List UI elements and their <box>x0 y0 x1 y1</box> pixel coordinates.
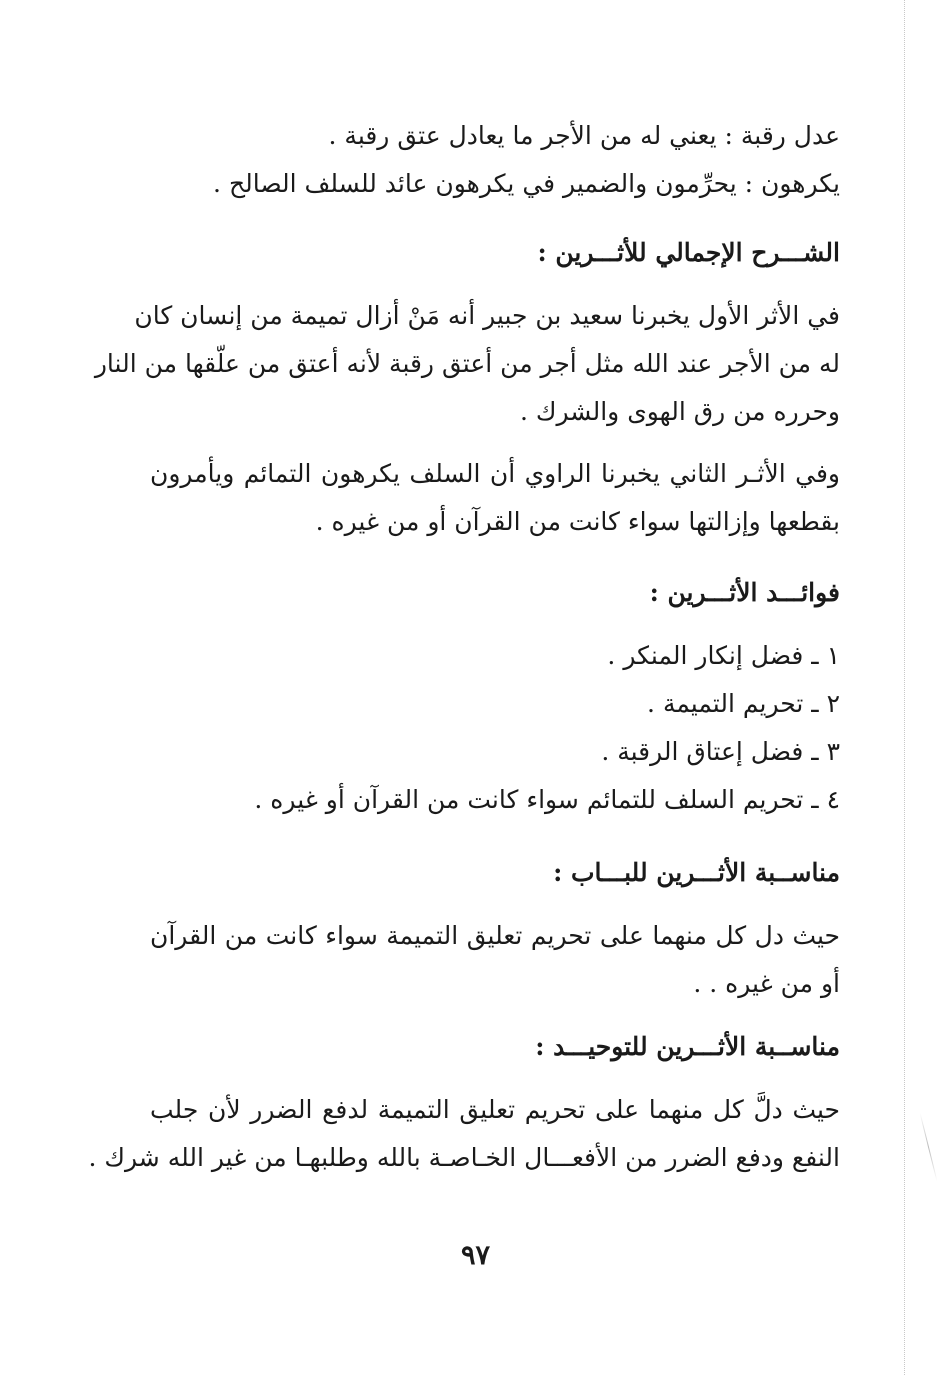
list-item: ٢ ـ تحريم التميمة . <box>647 689 840 718</box>
paragraph-line: وحرره من رق الهوى والشرك . <box>520 397 840 426</box>
paragraph-line: حيث دل كل منهما على تحريم تعليق التميمة سواء كانت من القرآن <box>150 921 840 950</box>
section-heading: مناســبة الأثـــرين للبـــاب : <box>553 858 840 887</box>
glossary-line: يكرهون : يحرِّمون والضمير في يكرهون عائد للسلف الصالح . <box>213 169 840 198</box>
page-number: ٩٧ <box>460 1240 490 1271</box>
paragraph-line: في الأثر الأول يخبرنا سعيد بن جبير أنه مَنْ أزال تميمة من إنسان كان <box>134 301 840 330</box>
paragraph-line: حيث دلَّ كل منهما على تحريم تعليق التميمة لدفع الضرر لأن جلب <box>150 1095 840 1124</box>
section-heading: مناســبة الأثـــرين للتوحيـــد : <box>535 1032 840 1061</box>
section-heading: الشـــرح الإجمالي للأثـــرين : <box>537 238 840 267</box>
tawhid-relevance-section <box>88 1022 840 1182</box>
page-content <box>88 112 840 1182</box>
paragraph <box>150 450 840 546</box>
scan-edge-line <box>904 0 905 1375</box>
chapter-relevance-section <box>150 848 840 1008</box>
paragraph-line: النفع ودفع الضرر من الأفعـــال الخـاصـة بالله وطلبهـا من غير الله شرك . <box>88 1143 840 1172</box>
scan-mark <box>920 1113 938 1181</box>
paragraph-line: أو من غيره . . <box>693 969 840 998</box>
benefits-section <box>150 568 840 824</box>
section-heading: فوائـــد الأثـــرين : <box>649 578 840 607</box>
list-item: ٤ ـ تحريم السلف للتمائم سواء كانت من القرآن أو غيره . <box>254 785 840 814</box>
paragraph-line: بقطعها وإزالتها سواء كانت من القرآن أو من غيره . <box>315 507 840 536</box>
summary-section <box>94 228 840 546</box>
glossary-line: عدل رقبة : يعني له من الأجر ما يعادل عتق رقبة . <box>328 121 840 150</box>
list-item: ٣ ـ فضل إعتاق الرقبة . <box>601 737 840 766</box>
paragraph-line: وفي الأثـر الثاني يخبرنا الراوي أن السلف يكرهون التمائم ويأمرون <box>150 459 840 488</box>
glossary-section <box>150 112 840 208</box>
list-item: ١ ـ فضل إنكار المنكر . <box>607 641 840 670</box>
paragraph-line: له من الأجر عند الله مثل أجر من أعتق رقبة لأنه أعتق من علّقها من النار <box>94 349 840 378</box>
paragraph <box>94 292 840 436</box>
